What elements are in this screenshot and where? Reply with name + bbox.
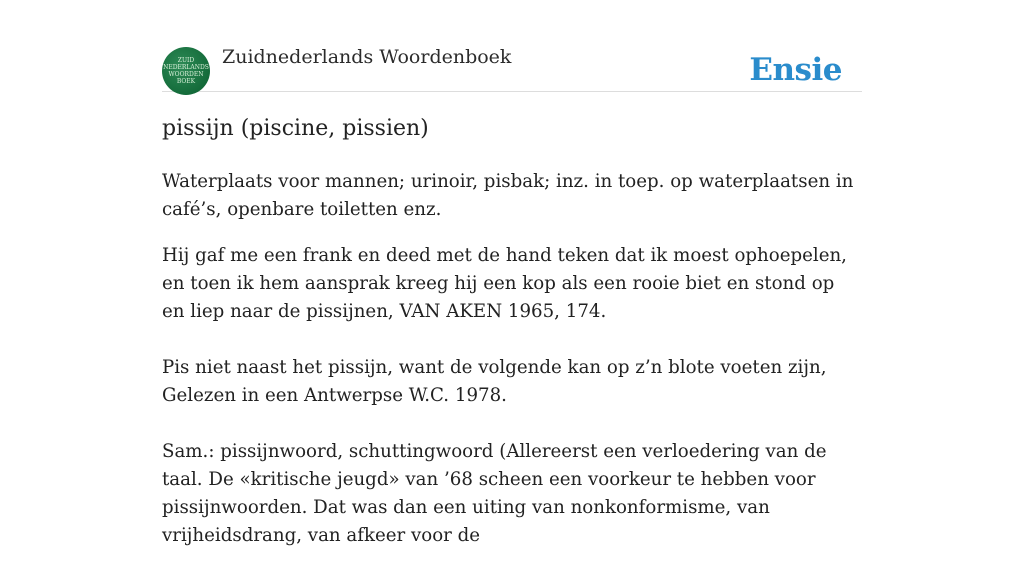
- site-name-link[interactable]: Zuidnederlands Woordenboek: [222, 46, 512, 68]
- logo-line-2: NEDERLANDS: [163, 64, 209, 71]
- entry-content: [162, 168, 862, 578]
- entry-example: Pis niet naast het pissijn, want de volgende kan op z’n blote voeten zijn, Gelezen in een Antwerpse W.C. 1978.: [162, 357, 827, 406]
- entry-example: Hij gaf me een frank en deed met de hand teken dat ik moest ophoepelen, en toen ik hem aansprak kreeg hij een kop als een rooie biet en stond op en liep naar de pissijnen, VAN AKEN 1965, 174.: [162, 245, 847, 322]
- entry-example: Sam.: pissijnwoord, schuttingwoord (Allereerst een verloedering van de taal. De «kritische jeugd» van ’68 scheen een voorkeur te hebben voor pissijnwoorden. Dat was dan een uiting van nonkonformisme, van vrijheidsdrang, van afkeer voor de: [162, 441, 827, 546]
- entry-title: pissijn (piscine, pissien): [162, 116, 429, 141]
- logo-line-4: BOEK: [176, 78, 196, 85]
- logo-line-1: ZUID: [177, 57, 195, 64]
- ensie-brand-logo[interactable]: Ensie: [749, 52, 842, 88]
- zuidnederlands-woordenboek-logo[interactable]: [162, 47, 210, 95]
- site-header: [162, 40, 862, 92]
- entry-definition: Waterplaats voor mannen; urinoir, pisbak; inz. in toep. op waterplaatsen in café’s, openbare toiletten enz.: [162, 171, 854, 220]
- logo-line-3: WOORDEN: [168, 71, 204, 78]
